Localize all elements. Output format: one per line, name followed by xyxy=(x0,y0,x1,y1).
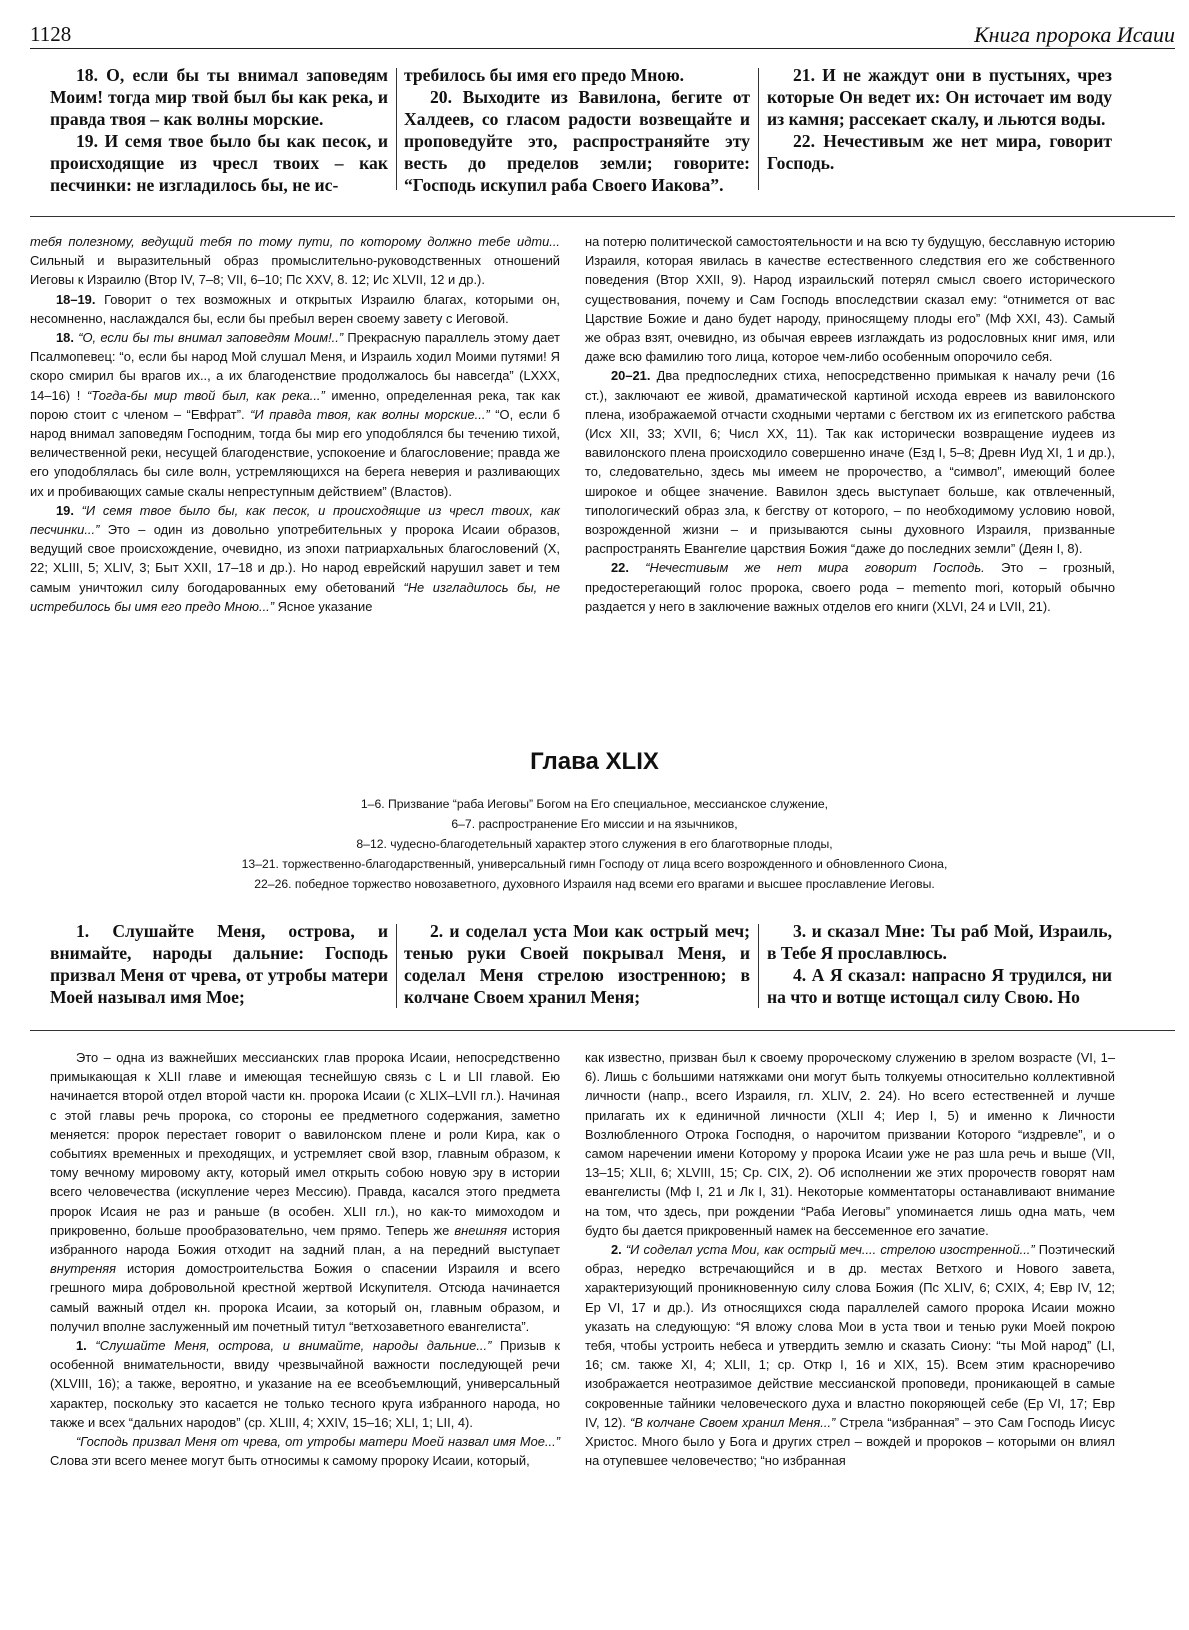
commentary-bottom xyxy=(30,1048,1175,1626)
column-divider xyxy=(758,924,759,1008)
chapter-title: Глава XLIX xyxy=(530,748,659,775)
running-header xyxy=(30,18,1175,49)
commentary-column-right xyxy=(585,1048,1115,1470)
verse-column-3 xyxy=(767,920,1112,1012)
commentary-paragraph: 19. “И семя твое было бы, как песок, и происходящие из чресл твоих, как песчинки...” Это – один из довольно употребительных у пророка Исаии образов, ведущий свое происхождение, очевидно, из эпохи патриархальных благословений (X, 22; XLIII, 5; XLIV, 3; Быт XXII, 17–18 и др.). Но народ еврейский нарушил завет и тем самым уничтожил силу богодарованных ему обетований “Не изгладилось бы, не истребилось бы имя его предо Мною...” Ясное указание xyxy=(30,502,560,614)
commentary-paragraph: 18. “О, если бы ты внимал заповедям Моим!..” Прекрасную параллель этому дает Псалмопевец: “о, если бы народ Мой слушал Меня, и Израиль ходил Моими путями! Я скоро смирил бы врагов их.., а их благоденствие продолжалось бы навсегда” (LXXX, 14–16) ! “Тогда-бы мир твой был, как река...” именно, определенная река, так как порою стоит с членом – “Евфрат”. “И правда твоя, как волны морские...” “О, если б народ внимал заповедям Господним, тогда бы мир его уподоблялся бы течению тихой, величественной реки, несущей благоденствие, успокоение и благословение; правда же его уподоблялась бы силе волн, устремляющихся на берега неверия и разливающих их и пробивающих самые скалы непреступным действием” (Властов). xyxy=(30,330,560,499)
summary-line: 13–21. торжественно-благодарственный, универсальный гимн Господу от лица всего возрожденного и обновленного Сиона, xyxy=(241,857,948,871)
column-divider xyxy=(396,68,397,190)
verse-column-3 xyxy=(767,64,1112,194)
verse-4: 4. А Я сказал: напрасно Я трудился, ни на что и вотще истощал силу Свою. Но xyxy=(767,965,1112,1007)
commentary-paragraph: на потерю политической самостоятельности и на всю ту будущую, бесславную историю Израиля, которая явилась в качестве естественного следствия его же собственного поведения (Втор XXII, 9). Народ израильский потерял смысл своего исторического существования, почему и Сам Господь впоследствии сказал ему: “отнимется от вас Царствие Божие и дано будет народу, приносящему плоды его” (Мф XXI, 43). Самый же образ взят, очевидно, из обычая евреев изглаждать из родословных книг имя, или даже всю фамилию того лица, которое чем-либо особенным опорочило себя. xyxy=(585,234,1115,365)
page-number: 1128 xyxy=(30,22,72,46)
commentary-column-left xyxy=(50,1048,560,1470)
verse-column-1 xyxy=(50,64,388,194)
verse-22: 22. Нечестивым же нет мира, говорит Господь. xyxy=(767,131,1112,173)
verse-2: 2. и соделал уста Мои как острый меч; тенью руки Своей покрывал Меня, и соделал Меня стрелою изостренною; в колчане Своем хранил Меня; xyxy=(404,921,750,1007)
summary-line: 8–12. чудесно-благодетельный характер этого служения в его благотворные плоды, xyxy=(356,837,833,851)
column-divider xyxy=(396,924,397,1008)
verse-3: 3. и сказал Мне: Ты раб Мой, Израиль, в Тебе Я прославлюсь. xyxy=(767,921,1112,963)
verse-19-continued: требилось бы имя его предо Мною. xyxy=(404,65,685,85)
verse-21: 21. И не жаждут они в пустынях, чрез которые Он ведет их: Он источает им воду из камня; рассекает скалу, и льются воды. xyxy=(767,65,1112,129)
commentary-top xyxy=(30,232,1175,712)
commentary-paragraph: Это – одна из важнейших мессианских глав пророка Исаии, непосредственно примыкающая к XLII главе и имеющая теснейшую связь с L и LII главой. Ею начинается второй отдел второй части кн. пророка Исаии (с XLIX–LVII гл.). Начиная с этой главы речь пророка, со стороны ее предметного содержания, заметно меняется: пророк перестает говорит о вавилонском плене и роли Кира, как о событиях временных и преходящих, и устремляет свой взор, главным образом, к тому вечному мировому акту, который имел открыть собою новую эру в истории всего человечества (искупление через Мессию). Правда, касался этого предмета пророк Исаия не раз и раньше (в особен. XLII гл.), но как-то мимоходом и прикровенно, больше прообразовательно, чем прямо. Теперь же внешняя история избранного народа Божия отходит на задний план, а на передний выступает внутреняя история домостроительства Божия о спасении Израиля и всего грешного мира добровольной крестной жертвой Искупителя. Отсюда начинается самый важный отдел кн. пророка Исаии, за который он, главным образом, и получил вполне заслуженный им почетный титул “ветхозаветного евангелиста”. xyxy=(50,1050,560,1334)
commentary-paragraph: 22. “Нечестивым же нет мира говорит Господь. Это – грозный, предостерегающий голос пророка, своего рода – memento mori, который обычно раздается у него в заключение важных отделов его книги (XLVI, 24 и LVII, 21). xyxy=(585,560,1115,614)
commentary-column-right xyxy=(585,232,1115,616)
column-divider xyxy=(758,68,759,190)
verse-1: 1. Слушайте Меня, острова, и внимайте, народы дальние: Господь призвал Меня от чрева, от утробы матери Моей называл имя Мое; xyxy=(50,921,388,1007)
commentary-paragraph: 20–21. Два предпоследних стиха, непосредственно примыкая к началу речи (16 ст.), заключают ее живой, драматической картиной исхода евреев из вавилонского плена, изображаемой отчасти сходными чертами с бегством их из египетского рабства (Исх XII, 33; XVII, 6; Числ XX, 11). Так как исторически возвращение иудеев из вавилонского плена происходило совершенно иначе (Езд I, 5–8; Древн Иуд XI, 1 и др.), то, следовательно, здесь мы имеем не пророчество, а “символ”, имеющий более широкое и общее значение. Вавилон здесь выступает больше, как отвлеченный, типологический образ зла, к бегству от которого, – по необходимому условию новой, возрожденной жизни – и призываются сыны духовного Израиля, призванные распространять Евангелие царствия Божия “даже до последних земли” (Деян I, 8). xyxy=(585,368,1115,557)
commentary-paragraph: тебя полезному, ведущий тебя по тому пути, по которому должно тебе идти... Сильный и выразительный образ промыслительно-руководственных отношений Иеговы к Израилю (Втор IV, 7–8; VII, 6–10; Пс XXV, 8. 12; Ис XLVII, 12 и др.). xyxy=(30,234,560,288)
commentary-paragraph: как известно, призван был к своему пророческому служению в зрелом возрасте (VI, 1–6). Лишь с большими натяжками они могут быть толкуемы относительно коллективной личности (напр., всего Израиля, гл. XLIV, 2. 24). Но всего естественней и лучше прилагать их к единичной личности (XLII 4; Иер I, 5) и именно к Личности Возлюбленного Отрока Господня, о нарочитом призвании Которого “издревле”, и о самом наречении имени Которому у пророка Исаии уже не раз шла речь и выше (VII, 13–15; XLII, 6; XLVIII, 15; Ср. CIX, 2). Об исполнении же этих пророчеств говорят нам евангелисты (Мф I, 21 и Лк I, 31). Некоторые комментаторы останавливают внимание на том, что здесь, при рождении “Раба Иеговы” упоминается лишь одна мать, чем будто бы дается прикровенный намек на бессеменное его зачатие. xyxy=(585,1050,1115,1238)
bible-verses-top xyxy=(30,64,1175,194)
summary-line: 6–7. распространение Его миссии и на язычников, xyxy=(451,817,738,831)
commentary-paragraph: 2. “И соделал уста Мои, как острый меч.... стрелою изостренной...” Поэтический образ, нередко встречающийся и в др. местах Ветхого и Нового завета, характеризующий проникновенную силу слова Божия (Пс XLIV, 6; CXIX, 4; Евр IV, 12; Ер VI, 17 и др.). Из относящихся сюда параллелей самого пророка Исаии можно указать на следующую: “Я вложу слова Мои в уста твои и тенью руки Моей покрою тебя, чтобы устроить небеса и утвердить землю и сказать Сиону: “ты Мой народ” (LI, 16; см. также XI, 4; XLII, 1; ср. Откр I, 16 и XIX, 15). Всем этим красноречиво изображается неотразимое действие мессианской проповеди, проникающей в самые сокровенные тайники человеческого духа и властно покоряющей себе (Ер VI, 17; Евр IV, 12). “В колчане Своем хранил Меня...” Стрела “избранная” – это Сам Господь Иисус Христос. Много было у Бога и других стрел – вождей и пророков – которыми он влиял на отупевшее человечество; “но избранная xyxy=(585,1242,1115,1469)
commentary-paragraph: “Господь призвал Меня от чрева, от утробы матери Моей назвал имя Мое...” Слова эти всего менее могут быть относимы к самому пророку Исаии, который, xyxy=(50,1434,560,1469)
section-divider xyxy=(30,1030,1175,1031)
verse-19: 19. И семя твое было бы как песок, и происходящие из чресл твоих – как песчинки: не изгладилось бы, не ис- xyxy=(50,131,388,195)
book-title: Книга пророка Исаии xyxy=(974,22,1175,47)
verse-column-1 xyxy=(50,920,388,1012)
chapter-summary xyxy=(120,794,1069,894)
commentary-column-left xyxy=(30,232,560,616)
summary-line: 22–26. победное торжество новозаветного, духовного Израиля над всеми его врагами и высшее прославление Иеговы. xyxy=(254,877,935,891)
summary-line: 1–6. Призвание “раба Иеговы” Богом на Его специальное, мессианское служение, xyxy=(360,797,829,811)
verse-20: 20. Выходите из Вавилона, бегите от Халдеев, со гласом радости возвещайте и проповедуйте это, распространяйте эту весть до пределов земли; говорите: “Господь искупил раба Своего Иакова”. xyxy=(404,87,750,195)
section-divider xyxy=(30,216,1175,217)
commentary-paragraph: 18–19. Говорит о тех возможных и открытых Израилю благах, которыми он, несомненно, наслаждался бы, если бы пребыл верен своему завету с Иеговой. xyxy=(30,291,560,326)
verse-column-2 xyxy=(404,64,750,194)
verse-18: 18. О, если бы ты внимал заповедям Моим! тогда мир твой был бы как река, и правда твоя – как волны морские. xyxy=(50,65,388,129)
bible-verses-middle xyxy=(30,920,1175,1012)
verse-column-2 xyxy=(404,920,750,1012)
commentary-paragraph: 1. “Слушайте Меня, острова, и внимайте, народы дальние...” Призыв к особенной внимательности, ввиду чрезвычайной важности последующей речи (XLVIII, 16); а также, вероятно, и указание на ее всеобъемлющий, универсальный характер, поскольку это касается не только тесного круга избранного народа, но также и всех “дальних народов” (ср. XLIII, 4; XXIV, 15–16; XLI, 1; LII, 4). xyxy=(50,1338,560,1430)
